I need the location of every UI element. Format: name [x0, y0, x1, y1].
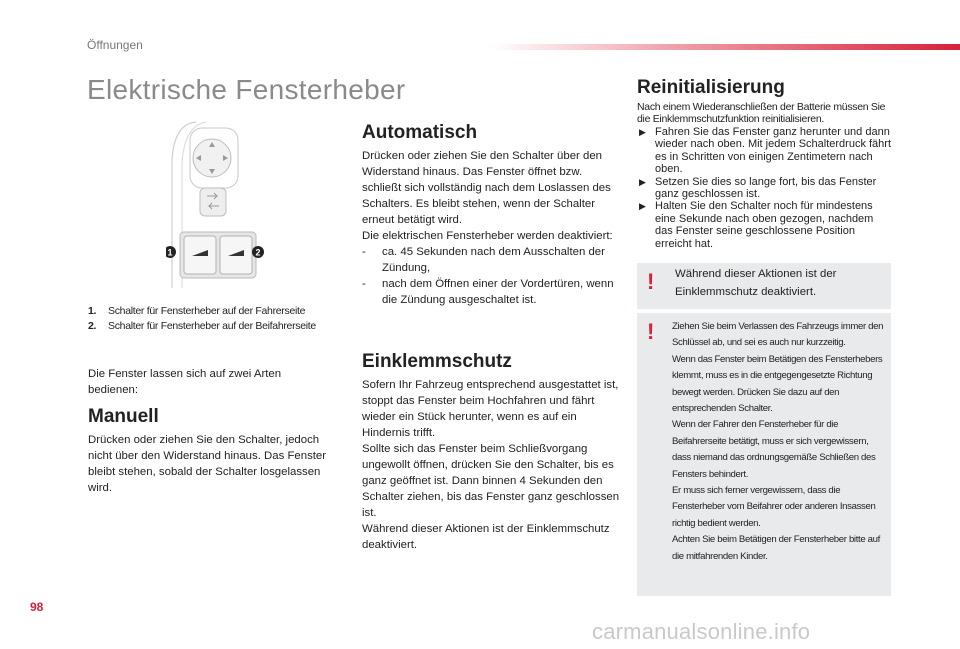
- warning-icon: !: [647, 269, 655, 294]
- step-item: [637, 176, 893, 201]
- manuell-text: Drücken oder ziehen Sie den Schalter, jedoch nicht über den Widerstand hinaus. Das Fenster bleibt stehen, sobald der Schalter losgelassen wird.: [88, 434, 327, 494]
- legend-item: [88, 320, 316, 332]
- step-text: Setzen Sie dies so lange fort, bis das Fenster ganz geschlossen ist.: [655, 175, 877, 201]
- legend-text: Schalter für Fensterheber auf der Beifahrerseite: [108, 320, 316, 332]
- window-switch-illustration: [166, 120, 266, 290]
- note-paragraph: Ziehen Sie beim Verlassen des Fahrzeugs immer den Schlüssel ab, und sei es auch nur kurzzeitig.: [672, 321, 884, 349]
- intro-text: Die Fenster lassen sich auf zwei Arten bedienen:: [88, 368, 282, 396]
- reinitialisierung-heading: Reinitialisierung: [637, 77, 785, 98]
- manuell-heading: Manuell: [88, 406, 159, 427]
- automatisch-section: [362, 148, 620, 308]
- section-title: Öffnungen: [87, 38, 143, 52]
- legend-num: 2.: [88, 320, 97, 332]
- warning-note-1-text: Während dieser Aktionen ist der Einklemmschutz deaktiviert.: [675, 268, 837, 298]
- step-text: Halten Sie den Schalter noch für mindestens eine Sekunde nach oben gezogen, nachdem das Fenster seine geschlossene Position erreicht hat.: [655, 200, 874, 250]
- automatisch-deactivation-text: Die elektrischen Fensterheber werden deaktiviert:: [362, 230, 613, 242]
- page-number: 98: [30, 600, 44, 614]
- warning-note-2-text: [672, 319, 886, 565]
- page-title: Elektrische Fensterheber: [87, 74, 406, 105]
- einklemmschutz-text-3: Während dieser Aktionen ist der Einklemmschutz deaktiviert.: [362, 523, 610, 551]
- step-text: Fahren Sie das Fenster ganz herunter und dann wieder nach oben. Mit jedem Schalterdruck fährt es in Schritten von einigen Zentimetern nach oben.: [655, 126, 892, 176]
- note-paragraph: Wenn der Fahrer den Fensterheber für die Beifahrerseite betätigt, muss er sich vergewissern, dass niemand das ordnungsgemäße Schließen des Fensters behindert.: [672, 419, 876, 480]
- list-item-text: ca. 45 Sekunden nach dem Ausschalten der Zündung,: [382, 246, 605, 274]
- automatisch-text: Drücken oder ziehen Sie den Schalter über den Widerstand hinaus. Das Fenster öffnet bzw. schließt sich vollständig nach dem Loslassen des Schalters. Es bleibt stehen, wenn der Schalter erneut betätigt wird.: [362, 150, 611, 226]
- step-marker-icon: ▶: [639, 201, 646, 212]
- callout-2: 2: [255, 247, 261, 258]
- note-paragraph: Achten Sie beim Betätigen der Fensterheber bitte auf die mitfahrenden Kinder.: [672, 534, 880, 562]
- list-item-text: nach dem Öffnen einer der Vordertüren, wenn die Zündung ausgeschaltet ist.: [382, 278, 614, 306]
- step-item: [637, 126, 893, 176]
- reinitialisierung-steps: [637, 126, 893, 250]
- einklemmschutz-text-1: Sofern Ihr Fahrzeug entsprechend ausgestattet ist, stoppt das Fenster beim Hochfahren und fährt wieder ein Stück herunter, wenn es auf ein Hindernis trifft.: [362, 379, 619, 439]
- list-item: [362, 244, 620, 276]
- note-paragraph: Er muss sich ferner vergewissern, dass die Fensterheber vom Beifahrer oder anderen Insassen richtig bedient werden.: [672, 485, 876, 529]
- legend-num: 1.: [88, 305, 97, 317]
- callout-1: 1: [167, 247, 173, 258]
- list-item: [362, 276, 620, 308]
- reinitialisierung-intro: Nach einem Wiederanschließen der Batterie müssen Sie die Einklemmschutzfunktion reinitialisieren.: [637, 101, 886, 125]
- legend-text: Schalter für Fensterheber auf der Fahrerseite: [108, 305, 306, 317]
- warning-note-2: [637, 313, 891, 596]
- list-dash: -: [362, 278, 366, 290]
- watermark: carmanualsonline.info: [592, 619, 811, 644]
- automatisch-heading: Automatisch: [362, 122, 478, 143]
- step-marker-icon: ▶: [639, 176, 646, 187]
- einklemmschutz-heading: Einklemmschutz: [362, 351, 512, 372]
- note-paragraph: Wenn das Fenster beim Betätigen des Fensterhebers klemmt, muss es in die entgegengesetzte Richtung bewegt werden. Drücken Sie dazu auf den entsprechenden Schalter.: [672, 353, 883, 415]
- warning-icon: !: [647, 319, 655, 344]
- deactivation-list: [362, 244, 620, 308]
- step-marker-icon: ▶: [639, 127, 646, 137]
- list-dash: -: [362, 246, 366, 258]
- step-item: [637, 200, 893, 250]
- warning-note-1: [637, 263, 891, 309]
- einklemmschutz-text-2: Sollte sich das Fenster beim Schließvorgang ungewollt öffnen, drücken Sie den Schalter, bis es ganz geöffnet ist. Dann binnen 4 Sekunden den Schalter ziehen, bis das Fenster ganz geschlossen ist.: [362, 443, 620, 519]
- legend-item: [88, 305, 305, 317]
- einklemmschutz-section: [362, 377, 620, 553]
- header-accent-bar: [490, 44, 960, 50]
